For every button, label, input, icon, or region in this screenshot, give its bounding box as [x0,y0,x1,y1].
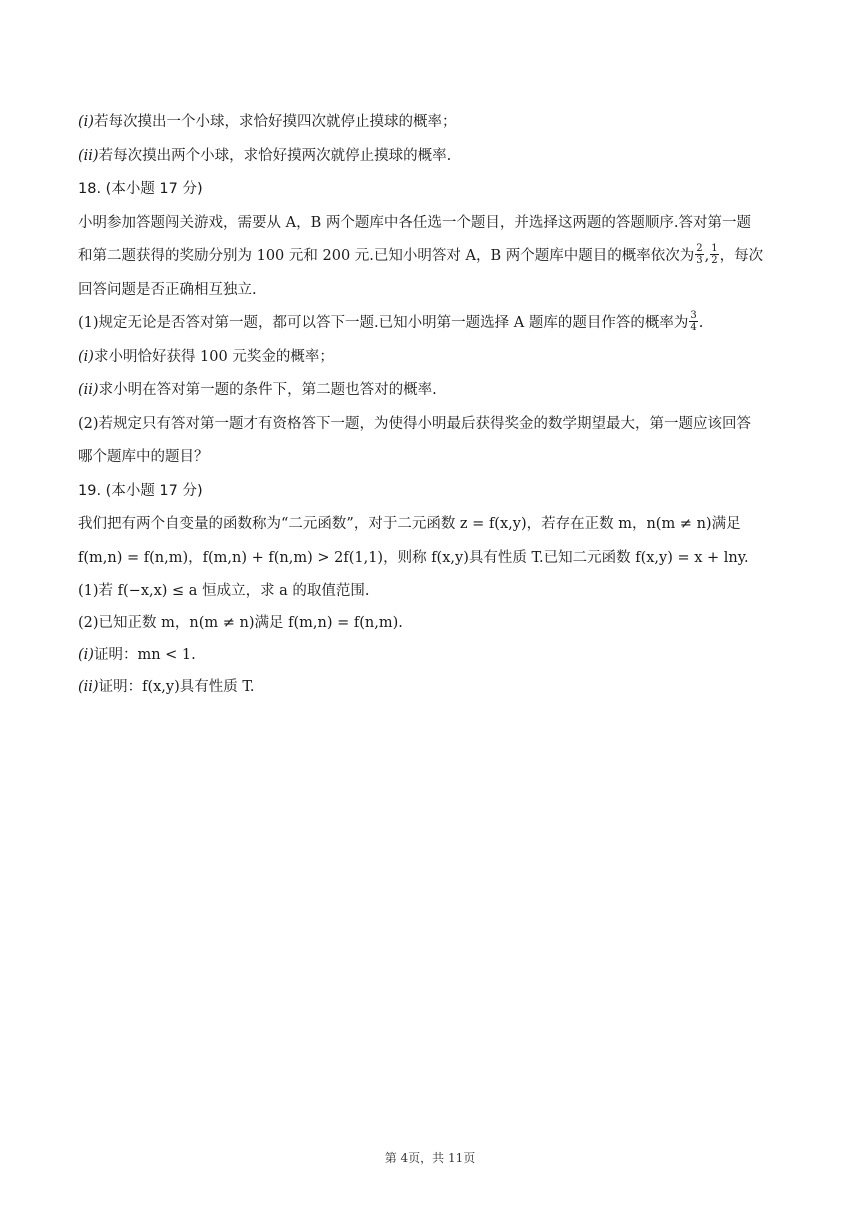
part-text: 若每次摸出一个小球，求恰好摸四次就停止摸球的概率； [93,114,457,130]
problem18-part2-line2: 哪个题库中的题目？ [78,449,209,465]
problem19-sub-i [78,639,790,671]
page-footer: 第 4页，共 11页 [384,1151,476,1165]
part1-end: . [698,315,704,331]
fraction-denominator: 2 [711,254,718,266]
problem19-part1: (1)若 f(−x,x) ≤ a 恒成立，求 a 的取值范围. [78,583,370,599]
intro-text-end: ，每次 [719,248,764,264]
fraction-numerator: 2 [696,242,703,254]
problem17-part-ii [78,140,790,174]
problem18-sub-i [78,341,790,375]
problem19-heading: 19. (本小题 17 分) [78,482,203,499]
fraction-denominator: 3 [696,254,703,266]
part-label: (ii) [78,147,99,164]
fraction-two-thirds [695,243,703,266]
part-text: 若每次摸出两个小球，求恰好摸两次就停止摸球的概率. [98,147,452,164]
intro-text: 和第二题获得的奖励分别为 100 元和 200 元.已知小明答对 A，B 两个题库中题目的概率依次为 [78,248,695,264]
problem17-part-i [78,106,790,140]
problem18-part1 [78,307,790,341]
sub-text: 求小明恰好获得 100 元奖金的概率； [93,348,334,365]
fraction-one-half [710,243,718,266]
part-label: (i) [78,114,94,130]
fraction-numerator: 3 [690,309,697,321]
problem18-heading: 18. (本小题 17 分) [78,181,203,197]
sub-label: (i) [78,348,94,365]
problem18-part2-line1: (2)若规定只有答对第一题才有资格答下一题，为使得小明最后获得奖金的数学期望最大，第一题应该回答 [78,415,752,432]
problem18-intro-line2 [78,240,790,274]
problem18-intro-line1: 小明参加答题闯关游戏，需要从 A，B 两个题库中各任选一个题目，并选择这两题的答题顺序.答对第一题 [78,214,751,231]
problem18-sub-ii [78,374,790,408]
sub-text: 证明：f(x,y)具有性质 T. [98,679,255,695]
fraction-numerator: 1 [711,242,718,254]
sub-text: 求小明在答对第一题的条件下，第二题也答对的概率. [98,382,437,398]
sub-text: 证明：mn < 1. [93,647,196,663]
problem19-sub-ii [78,671,790,703]
fraction-three-quarters [689,310,697,333]
fraction-denominator: 4 [690,321,697,333]
sub-label: (ii) [78,382,99,398]
page-content [78,106,790,703]
problem19-part2: (2)已知正数 m，n(m ≠ n)满足 f(m,n) = f(n,m). [78,615,403,631]
problem19-intro-line1: 我们把有两个自变量的函数称为“二元函数”，对于二元函数 z = f(x,y)，若存在正数 m，n(m ≠ n)满足 [78,516,741,532]
sub-label: (ii) [78,679,99,695]
sub-label: (i) [78,647,94,663]
problem19-intro-line2: f(m,n) = f(n,m)，f(m,n) + f(n,m) > 2f(1,1)，则称 f(x,y)具有性质 T.已知二元函数 f(x,y) = x + lny. [78,549,749,566]
part1-text: (1)规定无论是否答对第一题，都可以答下一题.已知小明第一题选择 A 题库的题目作答的概率为 [78,315,689,331]
problem18-intro-line3: 回答问题是否正确相互独立. [78,281,257,298]
fraction-separator: , [704,248,710,264]
